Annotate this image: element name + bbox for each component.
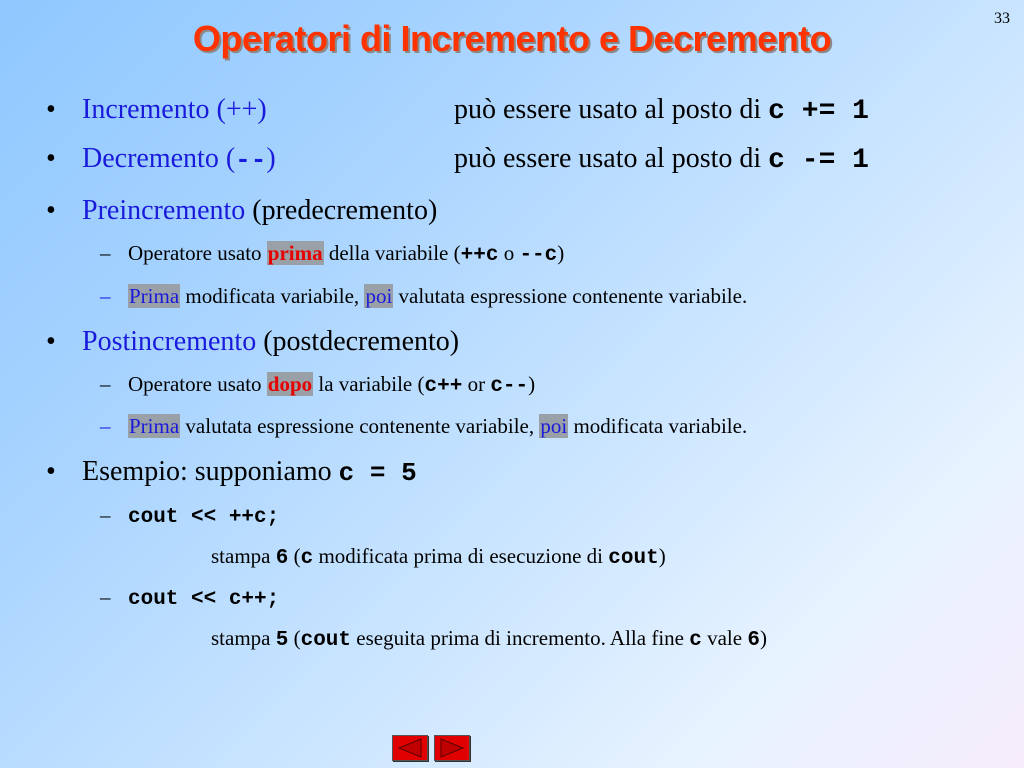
bullet: • — [46, 94, 56, 125]
keyword-dopo: dopo — [267, 372, 313, 396]
term-postincremento: Postincremento — [82, 326, 257, 357]
text: della variabile ( — [323, 241, 461, 265]
page-number: 33 — [994, 10, 1010, 27]
text: modificata variabile. — [568, 414, 748, 438]
code-c: c — [689, 629, 702, 652]
text: ( — [288, 544, 301, 568]
text: modificata prima di esecuzione di — [313, 544, 609, 568]
code-pre-inc: ++c — [460, 244, 499, 267]
dash: – — [100, 503, 111, 527]
dash: – — [100, 284, 111, 308]
text: stampa — [211, 626, 276, 650]
bullet: • — [46, 143, 56, 174]
text: eseguita prima di incremento. Alla fine — [351, 626, 690, 650]
code-cout-post: cout << c++; — [128, 588, 280, 611]
code-c: c — [300, 547, 314, 570]
text: valutata espressione contenente variabile. — [393, 284, 748, 308]
code-post-dec: c-- — [490, 375, 529, 398]
item-decremento-term — [82, 143, 276, 175]
item-esempio — [82, 456, 417, 488]
term-preincremento: Preincremento — [82, 195, 246, 226]
desc-text: può essere usato al posto di — [454, 94, 769, 125]
example1-desc — [211, 544, 666, 570]
dash: – — [100, 414, 111, 438]
code-post-inc: c++ — [424, 375, 463, 398]
value-6: 6 — [747, 629, 760, 652]
term-decremento-close: ) — [266, 143, 276, 174]
item-incremento-desc — [454, 94, 869, 127]
dash: – — [100, 585, 111, 609]
keyword-poi: poi — [540, 414, 568, 438]
text: ( — [288, 626, 301, 650]
term-decremento-code: -- — [235, 145, 267, 175]
code-cout-pre: cout << ++c; — [128, 506, 280, 529]
code-cout: cout — [300, 629, 352, 652]
preincremento-paren: (predecremento) — [245, 195, 438, 226]
dash: – — [100, 372, 111, 396]
keyword-prima: Prima — [129, 284, 180, 308]
text: ) — [658, 544, 666, 568]
code-cout: cout — [608, 547, 659, 570]
slide-title: Operatori di Incremento e Decremento — [192, 18, 832, 59]
text: o — [498, 241, 520, 265]
item-incremento-term — [82, 94, 267, 126]
text: ) — [557, 241, 565, 265]
term-decremento: Decremento ( — [82, 143, 236, 174]
code-c-equals-5: c = 5 — [338, 458, 417, 488]
text: stampa — [211, 544, 276, 568]
next-slide-button[interactable] — [434, 735, 470, 761]
arrow-left-icon — [395, 738, 425, 758]
text: valutata espressione contenente variabile, — [180, 414, 540, 438]
bullet: • — [46, 195, 56, 226]
value-6: 6 — [275, 547, 289, 570]
text: Operatore usato — [128, 241, 267, 265]
keyword-prima: Prima — [129, 414, 180, 438]
text: Operatore usato — [128, 372, 267, 396]
code-c-plus-equals: c += 1 — [768, 96, 869, 127]
postincremento-sub2 — [128, 414, 747, 439]
prev-slide-button[interactable] — [392, 735, 428, 761]
postincremento-paren: (postdecremento) — [256, 326, 460, 357]
item-preincremento — [82, 195, 437, 227]
text: ) — [528, 372, 536, 396]
item-decremento-desc — [454, 143, 869, 176]
keyword-prima: prima — [267, 241, 323, 265]
text: la variabile ( — [313, 372, 425, 396]
preincremento-sub2 — [128, 284, 747, 309]
text: or — [462, 372, 491, 396]
term-incremento: Incremento (++) — [82, 94, 267, 125]
desc-text: può essere usato al posto di — [454, 143, 769, 174]
text: modificata variabile, — [180, 284, 365, 308]
text: vale — [701, 626, 748, 650]
text: Esempio: supponiamo — [82, 456, 339, 487]
example2-desc — [211, 626, 767, 652]
preincremento-sub1 — [128, 241, 564, 267]
item-postincremento — [82, 326, 459, 358]
arrow-right-icon — [437, 738, 467, 758]
postincremento-sub1 — [128, 372, 535, 398]
example1-code — [128, 503, 279, 529]
text: ) — [759, 626, 767, 650]
code-pre-dec: --c — [519, 244, 558, 267]
code-c-minus-equals: c -= 1 — [768, 145, 869, 176]
example2-code — [128, 585, 279, 611]
bullet: • — [46, 326, 56, 357]
value-5: 5 — [275, 629, 289, 652]
bullet: • — [46, 456, 56, 487]
keyword-poi: poi — [365, 284, 393, 308]
dash: – — [100, 241, 111, 265]
